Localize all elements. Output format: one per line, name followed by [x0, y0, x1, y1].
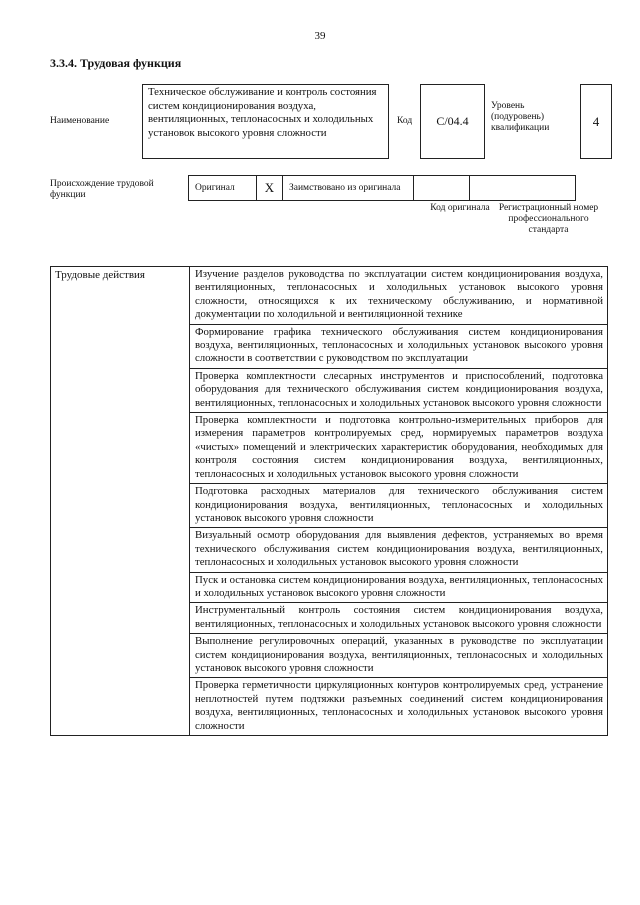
labor-actions-table — [50, 266, 608, 736]
original-mark: X — [257, 176, 283, 201]
origin-table — [188, 175, 576, 201]
labor-actions-header: Трудовые действия — [51, 267, 190, 736]
qualification-level-box: 4 — [580, 84, 612, 159]
labor-action-item: Проверка комплектности и подготовка контрольно-измерительных приборов для измерения параметров контролируемых сред, нормируемых параметров воздуха «чистых» помещений и электрических характеристик оборудования, необходимых для контроля состояния систем кондиционирования воздуха, вентиляционных, теплонасосных и холодильных установок высокого уровня сложности — [190, 413, 608, 484]
code-label: Код — [397, 116, 413, 126]
name-label: Наименование — [50, 116, 110, 126]
code-original-label: Код оригинала — [430, 203, 490, 213]
labor-action-item: Подготовка расходных материалов для технического обслуживания систем кондиционирования воздуха, вентиляционных, теплонасосных и холодильных установок высокого уровня сложности — [190, 484, 608, 528]
level-label: Уровень (подуровень) квалификации — [491, 101, 550, 133]
section-title: 3.3.4. Трудовая функция — [50, 56, 182, 70]
labor-action-item: Пуск и остановка систем кондиционирования воздуха, вентиляционных, теплонасосных и холодильных установок высокого уровня сложности — [190, 572, 608, 603]
labor-action-item: Выполнение регулировочных операций, указанных в руководстве по эксплуатации систем кондиционирования воздуха, вентиляционных, теплонасосных и холодильных установок высокого уровня сложности — [190, 634, 608, 678]
reg-number-label: Регистрационный номер профессионального стандарта — [498, 203, 599, 235]
labor-action-item: Формирование графика технического обслуживания систем кондиционирования воздуха, вентиляционных, теплонасосных и холодильных установок высокого уровня сложности в соответствии с руководством по эксплуатации — [190, 324, 608, 368]
labor-action-item: Проверка герметичности циркуляционных контуров контролируемых сред, устранение неплотностей путем подтяжки разъемных соединений систем кондиционирования воздуха, вентиляционных, теплонасосных и холодильных установок высокого уровня сложности — [190, 678, 608, 736]
function-code-box: C/04.4 — [420, 84, 485, 159]
original-label: Оригинал — [189, 176, 257, 201]
labor-action-item: Изучение разделов руководства по эксплуатации систем кондиционирования воздуха, вентиляционных, теплонасосных и холодильных установок высокого уровня сложности, относящихся к их техническому обслуживанию, и нормативной документации по холодильной и вентиляционной технике — [190, 267, 608, 325]
borrowed-label: Заимствовано из оригинала — [283, 176, 414, 201]
labor-action-item: Инструментальный контроль состояния систем кондиционирования воздуха, вентиляционных, теплонасосных и холодильных установок высокого уровня сложности — [190, 603, 608, 634]
labor-action-item: Проверка комплектности слесарных инструментов и приспособлений, подготовка оборудования для технического обслуживания систем кондиционирования воздуха, вентиляционных, теплонасосных и холодильных установок высокого уровня сложности — [190, 368, 608, 412]
labor-action-row — [51, 267, 608, 325]
function-name-box: Техническое обслуживание и контроль состояния систем кондиционирования воздуха, вентиляционных, теплонасосных и холодильных установок высокого уровня сложности — [142, 84, 389, 159]
origin-label: Происхождение трудовой функции — [50, 179, 154, 200]
reg-number-cell — [470, 176, 576, 201]
page-number: 39 — [314, 30, 326, 42]
code-original-cell — [414, 176, 470, 201]
labor-action-item: Визуальный осмотр оборудования для выявления дефектов, устраняемых во время технического обслуживания систем кондиционирования воздуха, вентиляционных, теплонасосных и холодильных установок высокого уровня сложности — [190, 528, 608, 572]
